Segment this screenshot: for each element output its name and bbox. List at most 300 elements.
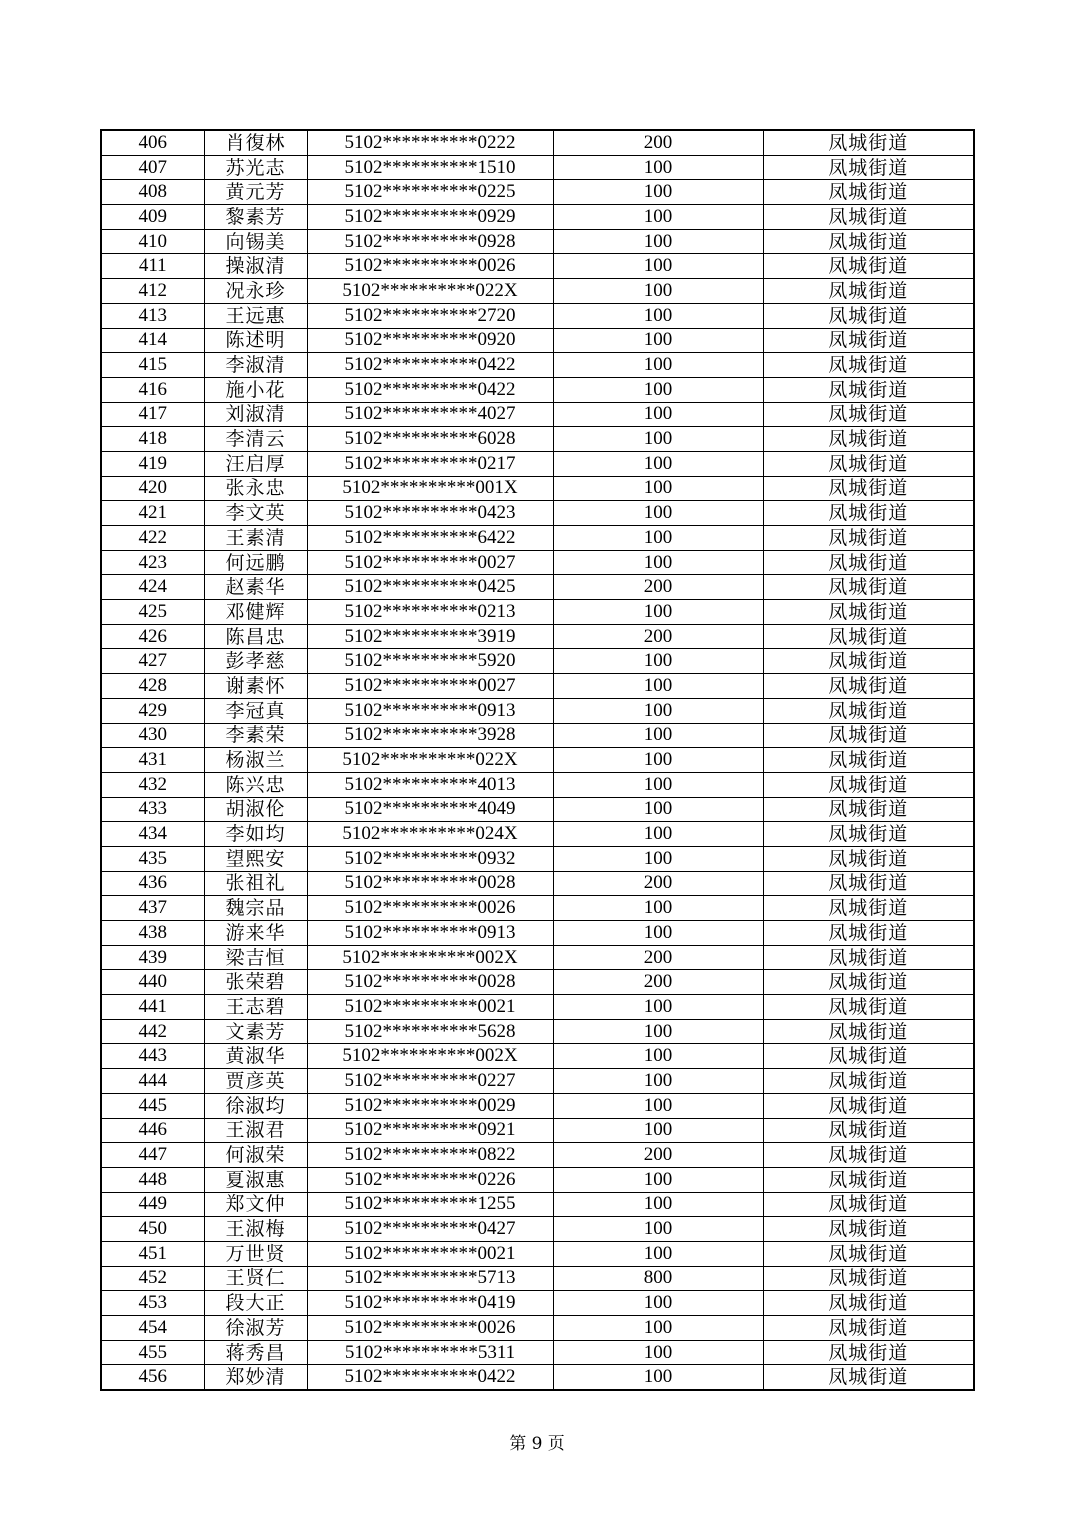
id-number-cell: 5102**********022X — [307, 279, 553, 304]
district-cell: 凤城街道 — [763, 1167, 974, 1192]
id-number-cell: 5102**********5628 — [307, 1019, 553, 1044]
amount-cell: 100 — [553, 328, 763, 353]
table-row — [101, 772, 974, 797]
district-cell: 凤城街道 — [763, 1241, 974, 1266]
amount-cell: 100 — [553, 155, 763, 180]
district-cell: 凤城街道 — [763, 970, 974, 995]
district-cell: 凤城街道 — [763, 674, 974, 699]
person-name-cell: 肖復林 — [204, 130, 307, 155]
table-row — [101, 1266, 974, 1291]
district-cell: 凤城街道 — [763, 1143, 974, 1168]
id-number-cell: 5102**********0227 — [307, 1069, 553, 1094]
amount-cell: 100 — [553, 501, 763, 526]
person-name-cell: 李淑清 — [204, 353, 307, 378]
table-row — [101, 575, 974, 600]
row-number-cell: 444 — [101, 1069, 204, 1094]
amount-cell: 200 — [553, 624, 763, 649]
amount-cell: 200 — [553, 1143, 763, 1168]
amount-cell: 100 — [553, 1069, 763, 1094]
id-number-cell: 5102**********0021 — [307, 995, 553, 1020]
person-name-cell: 何远鹏 — [204, 550, 307, 575]
row-number-cell: 406 — [101, 130, 204, 155]
row-number-cell: 416 — [101, 377, 204, 402]
id-number-cell: 5102**********0021 — [307, 1241, 553, 1266]
id-number-cell: 5102**********0921 — [307, 1118, 553, 1143]
amount-cell: 200 — [553, 130, 763, 155]
id-number-cell: 5102**********0422 — [307, 353, 553, 378]
id-number-cell: 5102**********4027 — [307, 402, 553, 427]
amount-cell: 100 — [553, 1093, 763, 1118]
table-row — [101, 921, 974, 946]
person-name-cell: 郑文仲 — [204, 1192, 307, 1217]
amount-cell: 100 — [553, 822, 763, 847]
row-number-cell: 422 — [101, 526, 204, 551]
district-cell: 凤城街道 — [763, 1340, 974, 1365]
amount-cell: 100 — [553, 1340, 763, 1365]
amount-cell: 100 — [553, 1167, 763, 1192]
district-cell: 凤城街道 — [763, 328, 974, 353]
amount-cell: 100 — [553, 229, 763, 254]
row-number-cell: 421 — [101, 501, 204, 526]
district-cell: 凤城街道 — [763, 871, 974, 896]
district-cell: 凤城街道 — [763, 945, 974, 970]
amount-cell: 100 — [553, 1217, 763, 1242]
id-number-cell: 5102**********0425 — [307, 575, 553, 600]
id-number-cell: 5102**********0423 — [307, 501, 553, 526]
table-row — [101, 797, 974, 822]
person-name-cell: 向锡美 — [204, 229, 307, 254]
district-cell: 凤城街道 — [763, 180, 974, 205]
row-number-cell: 439 — [101, 945, 204, 970]
amount-cell: 100 — [553, 921, 763, 946]
district-cell: 凤城街道 — [763, 1217, 974, 1242]
row-number-cell: 454 — [101, 1316, 204, 1341]
id-number-cell: 5102**********024X — [307, 822, 553, 847]
person-name-cell: 王素清 — [204, 526, 307, 551]
district-cell: 凤城街道 — [763, 600, 974, 625]
person-name-cell: 陈述明 — [204, 328, 307, 353]
district-cell: 凤城街道 — [763, 748, 974, 773]
id-number-cell: 5102**********6028 — [307, 427, 553, 452]
row-number-cell: 426 — [101, 624, 204, 649]
id-number-cell: 5102**********0213 — [307, 600, 553, 625]
row-number-cell: 450 — [101, 1217, 204, 1242]
person-name-cell: 郑妙清 — [204, 1365, 307, 1390]
person-name-cell: 黄元芳 — [204, 180, 307, 205]
person-name-cell: 蒋秀昌 — [204, 1340, 307, 1365]
amount-cell: 100 — [553, 649, 763, 674]
district-cell: 凤城街道 — [763, 550, 974, 575]
person-name-cell: 文素芳 — [204, 1019, 307, 1044]
id-number-cell: 5102**********0929 — [307, 205, 553, 230]
district-cell: 凤城街道 — [763, 921, 974, 946]
district-cell: 凤城街道 — [763, 279, 974, 304]
row-number-cell: 442 — [101, 1019, 204, 1044]
table-row — [101, 476, 974, 501]
row-number-cell: 417 — [101, 402, 204, 427]
row-number-cell: 433 — [101, 797, 204, 822]
table-row — [101, 229, 974, 254]
amount-cell: 100 — [553, 180, 763, 205]
district-cell: 凤城街道 — [763, 1118, 974, 1143]
district-cell: 凤城街道 — [763, 1365, 974, 1390]
table-row — [101, 1044, 974, 1069]
id-number-cell: 5102**********0419 — [307, 1291, 553, 1316]
table-row — [101, 205, 974, 230]
district-cell: 凤城街道 — [763, 1192, 974, 1217]
person-name-cell: 游来华 — [204, 921, 307, 946]
amount-cell: 100 — [553, 723, 763, 748]
person-name-cell: 王远惠 — [204, 303, 307, 328]
amount-cell: 100 — [553, 402, 763, 427]
table-row — [101, 377, 974, 402]
person-name-cell: 李冠真 — [204, 698, 307, 723]
table-row — [101, 1093, 974, 1118]
id-number-cell: 5102**********3928 — [307, 723, 553, 748]
amount-cell: 100 — [553, 451, 763, 476]
row-number-cell: 414 — [101, 328, 204, 353]
district-cell: 凤城街道 — [763, 649, 974, 674]
amount-cell: 100 — [553, 1192, 763, 1217]
table-row — [101, 1167, 974, 1192]
id-number-cell: 5102**********0427 — [307, 1217, 553, 1242]
id-number-cell: 5102**********0027 — [307, 674, 553, 699]
row-number-cell: 420 — [101, 476, 204, 501]
row-number-cell: 424 — [101, 575, 204, 600]
district-cell: 凤城街道 — [763, 476, 974, 501]
row-number-cell: 415 — [101, 353, 204, 378]
person-name-cell: 王贤仁 — [204, 1266, 307, 1291]
id-number-cell: 5102**********0225 — [307, 180, 553, 205]
person-name-cell: 徐淑芳 — [204, 1316, 307, 1341]
row-number-cell: 436 — [101, 871, 204, 896]
row-number-cell: 429 — [101, 698, 204, 723]
table-row — [101, 970, 974, 995]
person-name-cell: 徐淑均 — [204, 1093, 307, 1118]
id-number-cell: 5102**********0027 — [307, 550, 553, 575]
amount-cell: 100 — [553, 748, 763, 773]
district-cell: 凤城街道 — [763, 303, 974, 328]
table-row — [101, 995, 974, 1020]
row-number-cell: 431 — [101, 748, 204, 773]
district-cell: 凤城街道 — [763, 797, 974, 822]
district-cell: 凤城街道 — [763, 205, 974, 230]
person-name-cell: 谢素怀 — [204, 674, 307, 699]
district-cell: 凤城街道 — [763, 501, 974, 526]
table-row — [101, 748, 974, 773]
table-row — [101, 1143, 974, 1168]
amount-cell: 100 — [553, 279, 763, 304]
district-cell: 凤城街道 — [763, 377, 974, 402]
person-name-cell: 夏淑惠 — [204, 1167, 307, 1192]
table-row — [101, 427, 974, 452]
person-name-cell: 陈昌忠 — [204, 624, 307, 649]
amount-cell: 200 — [553, 575, 763, 600]
row-number-cell: 410 — [101, 229, 204, 254]
id-number-cell: 5102**********0422 — [307, 1365, 553, 1390]
district-cell: 凤城街道 — [763, 624, 974, 649]
amount-cell: 100 — [553, 896, 763, 921]
id-number-cell: 5102**********0026 — [307, 896, 553, 921]
row-number-cell: 456 — [101, 1365, 204, 1390]
id-number-cell: 5102**********001X — [307, 476, 553, 501]
row-number-cell: 449 — [101, 1192, 204, 1217]
amount-cell: 100 — [553, 1365, 763, 1390]
row-number-cell: 432 — [101, 772, 204, 797]
row-number-cell: 428 — [101, 674, 204, 699]
id-number-cell: 5102**********1255 — [307, 1192, 553, 1217]
district-cell: 凤城街道 — [763, 1093, 974, 1118]
amount-cell: 200 — [553, 871, 763, 896]
table-row — [101, 624, 974, 649]
amount-cell: 100 — [553, 797, 763, 822]
id-number-cell: 5102**********0932 — [307, 846, 553, 871]
id-number-cell: 5102**********1510 — [307, 155, 553, 180]
amount-cell: 100 — [553, 1291, 763, 1316]
table-row — [101, 1291, 974, 1316]
row-number-cell: 413 — [101, 303, 204, 328]
id-number-cell: 5102**********002X — [307, 945, 553, 970]
table-row — [101, 945, 974, 970]
amount-cell: 100 — [553, 1118, 763, 1143]
amount-cell: 100 — [553, 1316, 763, 1341]
person-name-cell: 施小花 — [204, 377, 307, 402]
district-cell: 凤城街道 — [763, 1291, 974, 1316]
table-row — [101, 328, 974, 353]
row-number-cell: 418 — [101, 427, 204, 452]
person-name-cell: 李素荣 — [204, 723, 307, 748]
person-name-cell: 张祖礼 — [204, 871, 307, 896]
district-cell: 凤城街道 — [763, 1266, 974, 1291]
table-row — [101, 279, 974, 304]
id-number-cell: 5102**********5311 — [307, 1340, 553, 1365]
table-row — [101, 180, 974, 205]
id-number-cell: 5102**********6422 — [307, 526, 553, 551]
id-number-cell: 5102**********0422 — [307, 377, 553, 402]
person-name-cell: 李清云 — [204, 427, 307, 452]
table-row — [101, 1340, 974, 1365]
id-number-cell: 5102**********0026 — [307, 254, 553, 279]
amount-cell: 800 — [553, 1266, 763, 1291]
district-cell: 凤城街道 — [763, 698, 974, 723]
amount-cell: 100 — [553, 303, 763, 328]
id-number-cell: 5102**********3919 — [307, 624, 553, 649]
person-name-cell: 陈兴忠 — [204, 772, 307, 797]
page-number: 第 9 页 — [509, 1434, 565, 1454]
id-number-cell: 5102**********0217 — [307, 451, 553, 476]
district-cell: 凤城街道 — [763, 229, 974, 254]
person-name-cell: 王志碧 — [204, 995, 307, 1020]
person-name-cell: 杨淑兰 — [204, 748, 307, 773]
row-number-cell: 430 — [101, 723, 204, 748]
table-row — [101, 723, 974, 748]
person-name-cell: 李如均 — [204, 822, 307, 847]
id-number-cell: 5102**********022X — [307, 748, 553, 773]
row-number-cell: 455 — [101, 1340, 204, 1365]
person-name-cell: 何淑荣 — [204, 1143, 307, 1168]
person-name-cell: 万世贤 — [204, 1241, 307, 1266]
table-row — [101, 1365, 974, 1390]
table-row — [101, 254, 974, 279]
district-cell: 凤城街道 — [763, 254, 974, 279]
table-row — [101, 1316, 974, 1341]
amount-cell: 100 — [553, 846, 763, 871]
district-cell: 凤城街道 — [763, 723, 974, 748]
row-number-cell: 409 — [101, 205, 204, 230]
table-row — [101, 1217, 974, 1242]
district-cell: 凤城街道 — [763, 1019, 974, 1044]
table-row — [101, 303, 974, 328]
district-cell: 凤城街道 — [763, 451, 974, 476]
person-name-cell: 段大正 — [204, 1291, 307, 1316]
row-number-cell: 407 — [101, 155, 204, 180]
row-number-cell: 443 — [101, 1044, 204, 1069]
id-number-cell: 5102**********4013 — [307, 772, 553, 797]
district-cell: 凤城街道 — [763, 427, 974, 452]
district-cell: 凤城街道 — [763, 896, 974, 921]
district-cell: 凤城街道 — [763, 402, 974, 427]
row-number-cell: 445 — [101, 1093, 204, 1118]
amount-cell: 200 — [553, 945, 763, 970]
person-name-cell: 赵素华 — [204, 575, 307, 600]
person-name-cell: 操淑清 — [204, 254, 307, 279]
amount-cell: 100 — [553, 427, 763, 452]
amount-cell: 100 — [553, 254, 763, 279]
row-number-cell: 427 — [101, 649, 204, 674]
id-number-cell: 5102**********0028 — [307, 970, 553, 995]
amount-cell: 100 — [553, 674, 763, 699]
id-number-cell: 5102**********002X — [307, 1044, 553, 1069]
person-name-cell: 张永忠 — [204, 476, 307, 501]
table-row — [101, 674, 974, 699]
person-name-cell: 王淑君 — [204, 1118, 307, 1143]
district-cell: 凤城街道 — [763, 353, 974, 378]
amount-cell: 100 — [553, 1241, 763, 1266]
id-number-cell: 5102**********0226 — [307, 1167, 553, 1192]
id-number-cell: 5102**********0913 — [307, 921, 553, 946]
row-number-cell: 412 — [101, 279, 204, 304]
table-row — [101, 896, 974, 921]
person-name-cell: 望熙安 — [204, 846, 307, 871]
row-number-cell: 453 — [101, 1291, 204, 1316]
district-cell: 凤城街道 — [763, 155, 974, 180]
table-row — [101, 451, 974, 476]
district-cell: 凤城街道 — [763, 130, 974, 155]
amount-cell: 100 — [553, 698, 763, 723]
row-number-cell: 411 — [101, 254, 204, 279]
person-name-cell: 胡淑伦 — [204, 797, 307, 822]
district-cell: 凤城街道 — [763, 1044, 974, 1069]
person-name-cell: 魏宗品 — [204, 896, 307, 921]
amount-cell: 200 — [553, 970, 763, 995]
id-number-cell: 5102**********0029 — [307, 1093, 553, 1118]
amount-cell: 100 — [553, 526, 763, 551]
amount-cell: 100 — [553, 476, 763, 501]
table-row — [101, 550, 974, 575]
table-row — [101, 501, 974, 526]
amount-cell: 100 — [553, 772, 763, 797]
person-name-cell: 李文英 — [204, 501, 307, 526]
amount-cell: 100 — [553, 550, 763, 575]
row-number-cell: 441 — [101, 995, 204, 1020]
roster-table — [100, 129, 975, 1391]
row-number-cell: 425 — [101, 600, 204, 625]
person-name-cell: 贾彦英 — [204, 1069, 307, 1094]
table-row — [101, 1192, 974, 1217]
id-number-cell: 5102**********0928 — [307, 229, 553, 254]
id-number-cell: 5102**********0026 — [307, 1316, 553, 1341]
row-number-cell: 437 — [101, 896, 204, 921]
table-row — [101, 526, 974, 551]
row-number-cell: 434 — [101, 822, 204, 847]
district-cell: 凤城街道 — [763, 822, 974, 847]
id-number-cell: 5102**********2720 — [307, 303, 553, 328]
person-name-cell: 况永珍 — [204, 279, 307, 304]
id-number-cell: 5102**********0822 — [307, 1143, 553, 1168]
district-cell: 凤城街道 — [763, 846, 974, 871]
amount-cell: 100 — [553, 1019, 763, 1044]
table-row — [101, 130, 974, 155]
row-number-cell: 447 — [101, 1143, 204, 1168]
amount-cell: 100 — [553, 995, 763, 1020]
id-number-cell: 5102**********5713 — [307, 1266, 553, 1291]
person-name-cell: 邓健辉 — [204, 600, 307, 625]
table-row — [101, 698, 974, 723]
row-number-cell: 440 — [101, 970, 204, 995]
row-number-cell: 423 — [101, 550, 204, 575]
row-number-cell: 446 — [101, 1118, 204, 1143]
row-number-cell: 451 — [101, 1241, 204, 1266]
row-number-cell: 448 — [101, 1167, 204, 1192]
table-row — [101, 1019, 974, 1044]
district-cell: 凤城街道 — [763, 1316, 974, 1341]
district-cell: 凤城街道 — [763, 575, 974, 600]
row-number-cell: 452 — [101, 1266, 204, 1291]
id-number-cell: 5102**********4049 — [307, 797, 553, 822]
person-name-cell: 梁吉恒 — [204, 945, 307, 970]
table-row — [101, 402, 974, 427]
id-number-cell: 5102**********0913 — [307, 698, 553, 723]
table-row — [101, 1118, 974, 1143]
id-number-cell: 5102**********0920 — [307, 328, 553, 353]
roster-body — [101, 130, 974, 1390]
table-row — [101, 649, 974, 674]
amount-cell: 100 — [553, 1044, 763, 1069]
table-row — [101, 871, 974, 896]
amount-cell: 100 — [553, 205, 763, 230]
id-number-cell: 5102**********0028 — [307, 871, 553, 896]
table-row — [101, 353, 974, 378]
person-name-cell: 汪启厚 — [204, 451, 307, 476]
person-name-cell: 苏光志 — [204, 155, 307, 180]
person-name-cell: 黎素芳 — [204, 205, 307, 230]
id-number-cell: 5102**********0222 — [307, 130, 553, 155]
table-row — [101, 600, 974, 625]
amount-cell: 100 — [553, 600, 763, 625]
person-name-cell: 刘淑清 — [204, 402, 307, 427]
id-number-cell: 5102**********5920 — [307, 649, 553, 674]
row-number-cell: 408 — [101, 180, 204, 205]
row-number-cell: 438 — [101, 921, 204, 946]
person-name-cell: 张荣碧 — [204, 970, 307, 995]
person-name-cell: 王淑梅 — [204, 1217, 307, 1242]
row-number-cell: 435 — [101, 846, 204, 871]
table-row — [101, 1069, 974, 1094]
district-cell: 凤城街道 — [763, 1069, 974, 1094]
table-row — [101, 155, 974, 180]
table-row — [101, 822, 974, 847]
district-cell: 凤城街道 — [763, 526, 974, 551]
